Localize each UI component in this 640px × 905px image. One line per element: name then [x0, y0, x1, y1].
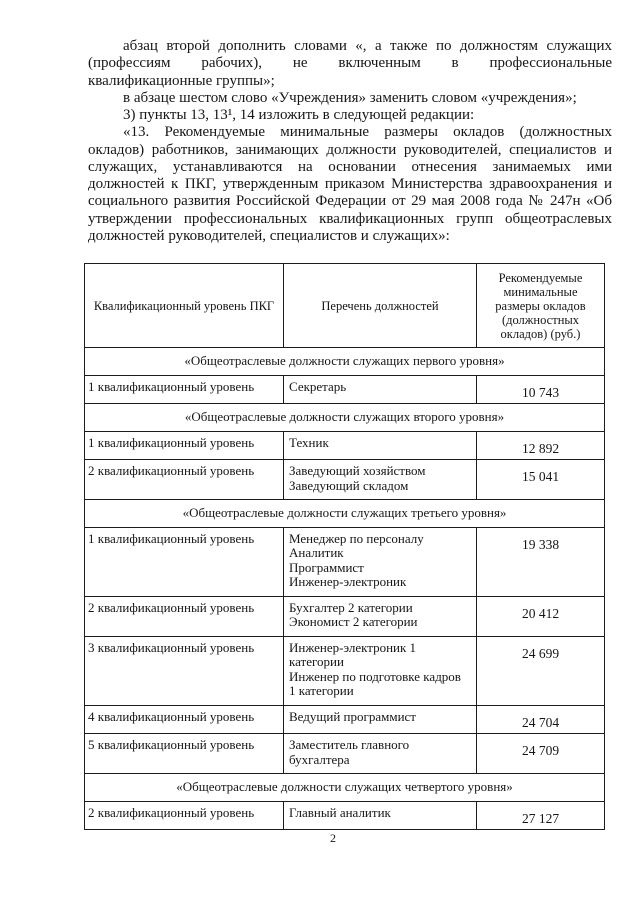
table-row	[85, 801, 605, 830]
salary-value: 24 709	[477, 734, 605, 774]
text-line: окладов) работников, занимающих должности руководителей, специалистов и	[88, 141, 612, 158]
paragraph	[88, 107, 612, 124]
position: Инженер-электроник 1 категории	[289, 639, 417, 669]
position: Бухгалтер 2 категории	[289, 599, 413, 615]
table-row	[85, 375, 605, 404]
text-line: квалификационные группы»;	[88, 72, 275, 89]
header-qualification-level: Квалификационный уровень ПКГ	[85, 264, 284, 348]
paragraph	[88, 124, 612, 245]
text-line: (профессиям рабочих), не включенным в профессиональные	[88, 55, 612, 72]
text-line: служащих, устанавливаются на основании отнесения занимаемых ими	[88, 158, 612, 175]
group-title-row	[85, 348, 605, 376]
table-row	[85, 596, 605, 636]
page-number: 2	[330, 831, 336, 845]
text-line: социального развития Российской Федерации от 29 мая 2008 года № 247н «Об	[88, 193, 612, 210]
qualification-level: 5 квалификационный уровень	[85, 734, 284, 774]
salary-value: 19 338	[477, 527, 605, 596]
position-list	[284, 527, 477, 596]
table-header-row	[85, 264, 605, 348]
table-row	[85, 460, 605, 500]
document-body	[88, 38, 612, 245]
salary-value: 24 704	[477, 705, 605, 734]
salary-value: 12 892	[477, 431, 605, 460]
qualification-level: 1 квалификационный уровень	[85, 527, 284, 596]
qualification-level: 4 квалификационный уровень	[85, 705, 284, 734]
position-list	[284, 431, 477, 460]
position: Заместитель главного бухгалтера	[289, 737, 410, 767]
position: Программист	[289, 559, 364, 575]
salary-value: 15 041	[477, 460, 605, 500]
qualification-level: 1 квалификационный уровень	[85, 375, 284, 404]
salary-value: 27 127	[477, 801, 605, 830]
text-line: «13. Рекомендуемые минимальные размеры окладов (должностных	[123, 124, 612, 141]
qualification-level: 2 квалификационный уровень	[85, 801, 284, 830]
position: Инженер по подготовке кадров 1 категории	[289, 668, 461, 698]
table-row	[85, 705, 605, 734]
table-row	[85, 527, 605, 596]
group-title: «Общеотраслевые должности служащих первого уровня»	[85, 348, 605, 376]
qualification-level: 1 квалификационный уровень	[85, 431, 284, 460]
position-list	[284, 460, 477, 500]
text-line: абзац второй дополнить словами «, а также по должностям служащих	[123, 38, 612, 54]
group-title: «Общеотраслевые должности служащих четвертого уровня»	[85, 774, 605, 802]
position-list	[284, 705, 477, 734]
position-list	[284, 636, 477, 705]
salary-value: 24 699	[477, 636, 605, 705]
position: Заведующий хозяйством	[289, 463, 426, 478]
position-list	[284, 375, 477, 404]
position: Инженер-электроник	[289, 574, 407, 589]
header-position-list: Перечень должностей	[284, 264, 477, 348]
paragraph	[88, 38, 612, 90]
text-line: утверждении профессиональных квалификационных групп общеотраслевых	[88, 210, 612, 227]
qualification-level: 2 квалификационный уровень	[85, 460, 284, 500]
position: Заведующий складом	[289, 477, 409, 493]
salary-table	[84, 263, 605, 830]
position: Главный аналитик	[289, 804, 391, 820]
group-title-row	[85, 500, 605, 528]
position: Секретарь	[289, 378, 347, 394]
table-row	[85, 734, 605, 774]
table-row	[85, 431, 605, 460]
position-list	[284, 801, 477, 830]
position: Экономист 2 категории	[289, 614, 418, 629]
group-title-row	[85, 404, 605, 432]
position-list	[284, 734, 477, 774]
text-line: должностей руководителей, специалистов и служащих»:	[88, 227, 450, 244]
position: Аналитик	[289, 545, 344, 560]
position-list	[284, 596, 477, 636]
qualification-level: 2 квалификационный уровень	[85, 596, 284, 636]
text-line: должностей к ПКГ, утвержденным приказом Министерства здравоохранения и	[88, 176, 612, 192]
text-line: в абзаце шестом слово «Учреждения» заменить словом «учреждения»;	[123, 89, 577, 106]
position: Ведущий программист	[289, 708, 416, 724]
group-title-row	[85, 774, 605, 802]
table-body	[85, 348, 605, 830]
table-row	[85, 636, 605, 705]
qualification-level: 3 квалификационный уровень	[85, 636, 284, 705]
paragraph	[88, 90, 612, 107]
header-salary: Рекомендуемые минимальные размеры окладов (должностных окладов) (руб.)	[477, 264, 605, 348]
text-line: 3) пункты 13, 13¹, 14 изложить в следующей редакции:	[123, 107, 475, 123]
group-title: «Общеотраслевые должности служащих второго уровня»	[85, 404, 605, 432]
position: Техник	[289, 434, 329, 450]
group-title: «Общеотраслевые должности служащих третьего уровня»	[85, 500, 605, 528]
position: Менеджер по персоналу	[289, 530, 424, 546]
salary-value: 10 743	[477, 375, 605, 404]
salary-value: 20 412	[477, 596, 605, 636]
